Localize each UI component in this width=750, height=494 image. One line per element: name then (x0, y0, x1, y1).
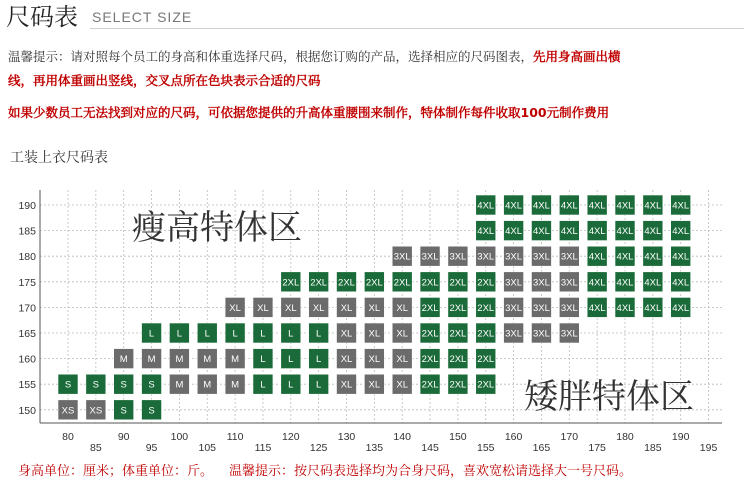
size-cell-label: 3XL (560, 251, 578, 263)
size-cell-label: 2XL (477, 302, 495, 314)
size-cell-label: 2XL (449, 379, 467, 391)
size-cell-label: M (175, 379, 184, 391)
x-tick-label: 185 (644, 442, 662, 454)
size-cell-label: 4XL (672, 302, 690, 314)
size-cell-label: M (147, 354, 156, 366)
zone-tall-thin-label: 瘦高特体区 (132, 208, 302, 248)
size-cell-label: 4XL (505, 226, 523, 238)
size-cell-label: M (231, 354, 240, 366)
size-cell-label: 3XL (477, 251, 495, 263)
size-cell-label: 4XL (588, 277, 606, 289)
y-tick-label: 190 (18, 200, 36, 212)
size-cell-label: L (316, 354, 322, 366)
size-cell-label: 2XL (338, 277, 355, 289)
size-cell-label: XL (340, 328, 353, 340)
size-cell-label: 4XL (672, 226, 690, 238)
page-title: 尺码表 (6, 3, 78, 31)
size-cell-label: 2XL (421, 302, 439, 314)
size-cell-label: XL (284, 302, 297, 314)
size-cell-label: 4XL (644, 302, 662, 314)
size-cell-label: 4XL (672, 200, 690, 212)
size-cell-label: 3XL (560, 277, 578, 289)
x-tick-label: 115 (254, 442, 272, 454)
x-tick-label: 90 (117, 431, 130, 443)
x-tick-label: 80 (62, 431, 74, 443)
size-cell-label: M (203, 354, 212, 366)
size-cell-label: XS (61, 405, 75, 417)
size-cell-label: L (288, 354, 294, 366)
size-cell-label: 2XL (310, 277, 328, 289)
size-cell-label: XL (340, 379, 353, 391)
size-cell-label: M (119, 354, 128, 366)
size-cell-label: 4XL (672, 277, 690, 289)
intro-line-1-red: 先用身高画出横 (533, 49, 621, 64)
y-tick-label: 185 (18, 225, 36, 238)
intro-line-2: 线，再用体重画出竖线，交叉点所在色块表示合适的尺码 (8, 73, 321, 88)
x-tick-label: 180 (616, 431, 634, 443)
size-cell-label: L (232, 328, 238, 340)
zone-short-fat-label: 矮胖特体区 (524, 377, 694, 417)
x-tick-label: 150 (449, 431, 467, 443)
size-cell-label: XL (368, 354, 381, 366)
size-cell-label: S (64, 379, 72, 391)
size-cell-label: 4XL (644, 200, 662, 212)
size-cell-label: 3XL (505, 302, 523, 314)
size-cell-label: 3XL (532, 328, 550, 340)
y-tick-label: 165 (18, 328, 36, 340)
size-cell-label: XL (368, 379, 381, 391)
size-cell-label: 2XL (449, 302, 467, 314)
size-cell-label: 2XL (421, 354, 439, 366)
size-cell-label: 4XL (532, 200, 550, 212)
y-tick-label: 180 (18, 251, 36, 264)
size-cell-label: 2XL (449, 354, 467, 366)
size-cell-label: 4XL (616, 226, 634, 238)
size-cell-label: L (288, 379, 294, 391)
size-cell-label: 2XL (477, 328, 495, 340)
size-cell-label: 2XL (421, 277, 439, 289)
size-cell-label: L (260, 354, 266, 366)
size-cell-label: 4XL (672, 251, 690, 263)
size-cell-label: 4XL (616, 200, 634, 212)
x-tick-label: 95 (145, 442, 158, 454)
size-cell-label: 3XL (505, 328, 523, 340)
x-tick-label: 175 (588, 442, 606, 454)
x-tick-label: 110 (226, 431, 244, 443)
size-cell-label: 4XL (588, 302, 606, 314)
size-cell-label: 4XL (532, 226, 550, 238)
size-cell-label: 2XL (449, 328, 467, 340)
size-cell-label: 3XL (532, 277, 550, 289)
size-cell-label: 3XL (449, 251, 467, 263)
size-cell-label: 4XL (644, 251, 662, 263)
size-cell-label: 2XL (365, 277, 383, 289)
size-cell-label: XL (368, 302, 381, 314)
page-subtitle: SELECT SIZE (92, 9, 193, 25)
size-cell-label: 4XL (505, 200, 523, 212)
size-cell-label: M (175, 354, 184, 366)
size-cell-label: XL (368, 328, 381, 340)
size-cell-label: 2XL (477, 354, 495, 366)
size-cell-label: XL (340, 302, 353, 314)
x-tick-label: 195 (699, 442, 718, 454)
chart-title: 工装上衣尺码表 (10, 150, 108, 166)
size-cell-label: S (120, 379, 127, 391)
size-cell-label: M (203, 379, 212, 391)
size-cell-label: S (148, 405, 155, 417)
x-tick-label: 155 (476, 442, 495, 454)
y-tick-label: 175 (18, 276, 36, 289)
size-cell-label: XL (396, 328, 409, 340)
size-cell-label: 4XL (644, 226, 662, 238)
size-cell-label: 3XL (505, 277, 523, 289)
size-cell-label: L (260, 328, 266, 340)
x-tick-label: 170 (560, 431, 579, 443)
size-cell-label: 4XL (588, 251, 606, 263)
x-tick-label: 140 (393, 431, 411, 443)
footer-units: 身高单位：厘米；体重单位：斤。 (18, 464, 214, 479)
size-cell-label: XS (89, 405, 103, 417)
size-cell-label: 3XL (560, 302, 578, 314)
size-cell-label: L (204, 328, 210, 340)
size-cell-label: 3XL (505, 251, 523, 263)
size-cell-label: 4XL (560, 200, 578, 212)
intro-line-1-normal: 温馨提示：请对照每个员工的身高和体重选择尺码，根据您订购的产品，选择相应的尺码图表， (8, 49, 534, 64)
size-cell-label: L (176, 328, 183, 340)
size-cell-label: 4XL (588, 200, 606, 212)
size-cell-label: XL (340, 354, 353, 366)
y-tick-label: 155 (18, 379, 36, 392)
y-tick-label: 170 (18, 302, 36, 315)
size-cell-label: 2XL (421, 379, 439, 391)
size-cell-label: 3XL (532, 302, 550, 314)
size-cell-label: S (92, 379, 100, 391)
size-cell-label: 4XL (616, 251, 634, 263)
footer-tip: 温馨提示：按尺码表选择均为合身尺码，喜欢宽松请选择大一号尺码。 (229, 464, 633, 479)
size-cell-label: 3XL (560, 328, 578, 340)
size-cell-label: XL (257, 302, 269, 314)
size-cell-label: 4XL (616, 277, 634, 289)
x-tick-label: 145 (421, 442, 439, 454)
size-cell-label: 2XL (477, 277, 495, 289)
x-tick-label: 130 (337, 431, 356, 443)
x-tick-label: 135 (365, 442, 384, 454)
x-tick-label: 85 (90, 442, 102, 454)
y-tick-label: 160 (18, 353, 36, 366)
size-cell-label: 4XL (588, 226, 606, 238)
y-tick-label: 150 (18, 404, 36, 417)
size-cell-label: L (288, 328, 294, 340)
x-tick-label: 160 (504, 431, 523, 443)
x-tick-label: 105 (198, 442, 217, 454)
size-cell-label: M (231, 379, 240, 391)
size-cell-label: XL (229, 302, 241, 314)
size-cell-label: 3XL (421, 251, 439, 263)
intro-line-3: 如果少数员工无法找到对应的尺码，可依据您提供的升高体重腰围来制作，特体制作每件收取100元制作费用 (8, 105, 610, 120)
x-tick-label: 190 (671, 431, 690, 443)
size-cell-label: L (260, 379, 266, 391)
size-cell-label: XL (396, 354, 409, 366)
size-cell-label: 4XL (616, 302, 634, 314)
x-tick-label: 100 (170, 431, 189, 443)
x-tick-label: 125 (309, 442, 328, 454)
x-tick-label: 165 (532, 442, 551, 454)
size-cell-label: L (148, 328, 155, 340)
size-cell-label: XL (312, 302, 325, 314)
size-cell-label: 4XL (477, 226, 495, 238)
x-tick-label: 120 (282, 431, 300, 443)
size-cell-label: 2XL (282, 277, 300, 289)
size-cell-label: 4XL (477, 200, 495, 212)
size-cell-label: S (120, 405, 127, 417)
size-cell-label: 3XL (393, 251, 411, 263)
size-cell-label: 4XL (644, 277, 662, 289)
size-cell-label: 2XL (421, 328, 439, 340)
size-cell-label: 2XL (449, 277, 467, 289)
size-cell-label: XL (396, 379, 409, 391)
size-cell-label: XL (396, 302, 409, 314)
size-cell-label: S (148, 379, 155, 391)
size-cell-label: L (316, 379, 322, 391)
size-cell-label: 4XL (560, 226, 578, 238)
size-cell-label: 3XL (532, 251, 550, 263)
size-cell-label: 2XL (393, 277, 411, 289)
size-cell-label: L (316, 328, 322, 340)
size-cell-label: 2XL (477, 379, 495, 391)
footer-note (18, 462, 648, 482)
